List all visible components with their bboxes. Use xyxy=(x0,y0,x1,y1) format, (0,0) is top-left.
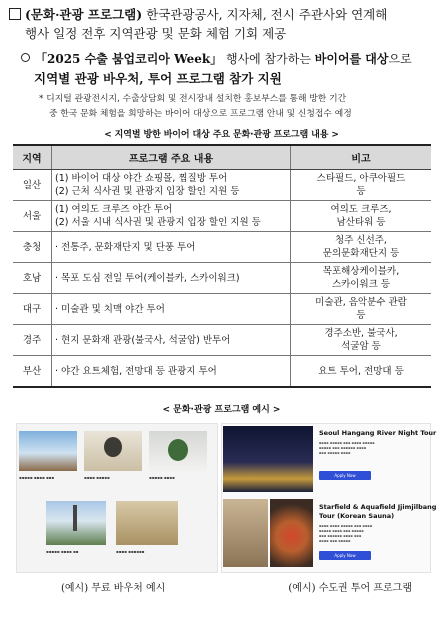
voucher-thumb-hanbok xyxy=(19,431,77,471)
table-caption: < 지역별 방한 바이어 대상 주요 문화·관광 프로그램 내용 > xyxy=(104,130,339,140)
jjimjilbang-photo xyxy=(223,499,268,567)
voucher-tiny-3: ▪▪▪▪▪ ▪▪▪▪ xyxy=(149,475,175,480)
content-line: (1) 여의도 크루즈 야간 투어 xyxy=(55,204,173,215)
note xyxy=(9,92,434,122)
voucher-tiny-1: ▪▪▪▪▪ ▪▪▪▪ ▪▪▪ xyxy=(19,475,55,480)
header-line-1 xyxy=(9,5,434,24)
remark-cell xyxy=(291,170,432,201)
remark-cell xyxy=(291,356,432,388)
remark-line: 미술관, 음악분수 관람 xyxy=(315,297,407,308)
remark-line: 여의도 크루즈, xyxy=(330,204,392,215)
voucher-example-image xyxy=(16,423,216,571)
note-line-1: * 디지털 관광전시지, 수출상담회 및 전시장내 설치한 홍보부스를 통해 방한 기간 xyxy=(39,94,347,104)
tour-program-image xyxy=(221,423,437,571)
content-line: · 전통주, 문화재단지 및 단풍 투어 xyxy=(55,241,196,253)
table-row xyxy=(13,356,431,388)
remark-line: 스타필드, 아쿠아필드 xyxy=(316,173,406,184)
header-line-1-rest: 한국관광공사, 지자체, 전시 주관사와 연계해 xyxy=(142,7,388,22)
remark-line: 등 xyxy=(356,310,366,321)
header-region: 지역 xyxy=(13,145,52,170)
program-table xyxy=(13,144,431,388)
bullet-event-name: 「2025 수출 붐업코리아 Week」 xyxy=(35,52,223,66)
voucher-tiny-2: ▪▪▪▪ ▪▪▪▪▪ xyxy=(84,475,110,480)
content-cell xyxy=(52,232,291,263)
content-cell xyxy=(52,263,291,294)
region-cell: 서울 xyxy=(13,201,52,232)
remark-line: 등 xyxy=(356,186,366,197)
region-cell: 일산 xyxy=(13,170,52,201)
content-line: · 야간 요트체험, 전망대 등 관광지 투어 xyxy=(55,365,217,377)
table-row xyxy=(13,263,431,294)
section-header xyxy=(9,5,434,43)
content-cell xyxy=(52,294,291,325)
content-line: (2) 서울 시내 식사권 및 관광지 입장 할인 지원 등 xyxy=(55,217,261,228)
voucher-thumb-sauna xyxy=(116,501,178,545)
voucher-thumb-tea-shape xyxy=(168,439,188,461)
remark-line: 석굴암 등 xyxy=(341,341,381,352)
voucher-thumb-tower xyxy=(73,505,77,531)
note-line-2: 중 한국 문화 체험을 희망하는 바이어 대상으로 프로그램 안내 및 신청접수 예정 xyxy=(49,109,352,119)
content-line: (1) 바이어 대상 야간 쇼핑몰, 찜질방 투어 xyxy=(55,173,228,184)
bibimbap-photo xyxy=(270,499,313,567)
remark-cell xyxy=(291,263,432,294)
circle-bullet-icon xyxy=(21,53,30,62)
content-line: (2) 근처 식사권 및 관광지 입장 할인 지원 등 xyxy=(55,186,240,197)
content-line: · 목포 도심 전일 투어(케이블카, 스카이워크) xyxy=(55,272,240,284)
content-line: · 현지 문화재 관광(불국사, 석굴암) 반투어 xyxy=(55,334,231,346)
header-line-2: 행사 일정 전후 지역관광 및 문화 체험 기회 제공 xyxy=(25,26,287,41)
example-gallery xyxy=(9,423,437,571)
apply-now-button-top[interactable]: Apply Now xyxy=(319,471,371,480)
tour-title-starfield-1: Starfield & Aquafield Jjimjilbang xyxy=(319,503,437,511)
remark-line: 요트 투어, 전망대 등 xyxy=(318,365,404,377)
remark-line: 목포해상케이블카, xyxy=(322,266,400,277)
region-cell: 경주 xyxy=(13,325,52,356)
bullet-text-a: 행사에 참가하는 xyxy=(222,52,315,66)
content-cell xyxy=(52,325,291,356)
bullet-line-2: 지역별 관광 바우처, 투어 프로그램 참가 지원 xyxy=(34,71,282,86)
remark-cell xyxy=(291,201,432,232)
bullet-target: 바이어를 대상 xyxy=(314,52,389,66)
remark-cell xyxy=(291,294,432,325)
table-row xyxy=(13,294,431,325)
table-row xyxy=(13,232,431,263)
remark-line: 문의문화재단지 등 xyxy=(322,248,400,259)
tour-title-night: Seoul Hangang River Night Tour xyxy=(319,429,437,437)
voucher-caption: (예시) 무료 바우처 예시 xyxy=(61,583,166,594)
region-cell: 충청 xyxy=(13,232,52,263)
checkbox-square-icon xyxy=(9,8,21,20)
remark-line: 스카이워크 등 xyxy=(331,279,391,290)
remark-line: 경주소반, 불국사, xyxy=(324,328,398,339)
remark-line: 청주 신선주, xyxy=(335,235,387,246)
remark-line: 남산타워 등 xyxy=(336,217,386,228)
table-header-row xyxy=(13,145,431,170)
remark-cell xyxy=(291,232,432,263)
tour-desc-night: ▪▪▪▪ ▪▪▪▪▪ ▪▪▪ ▪▪▪▪ ▪▪▪▪▪ ▪▪▪▪▪ ▪▪▪ ▪▪▪▪▪▪ ▪▪▪▪ ▪▪▪ ▪▪▪▪▪ ▪▪▪▪ xyxy=(319,441,375,455)
content-cell xyxy=(52,356,291,388)
tour-title-starfield-2: Tour (Korean Sauna) xyxy=(319,512,395,520)
tour-caption: (예시) 수도권 투어 프로그램 xyxy=(288,583,412,594)
content-cell xyxy=(52,170,291,201)
content-line: · 미술관 및 치맥 야간 투어 xyxy=(55,303,165,315)
gallery-captions xyxy=(9,579,434,594)
bullet-text-b: 으로 xyxy=(388,52,412,66)
table-row xyxy=(13,325,431,356)
remark-cell xyxy=(291,325,432,356)
region-cell: 호남 xyxy=(13,263,52,294)
content-cell xyxy=(52,201,291,232)
program-bullet xyxy=(9,49,434,89)
tour-desc-starfield: ▪▪▪▪ ▪▪▪▪ ▪▪▪▪▪ ▪▪▪ ▪▪▪▪ ▪▪▪▪▪ ▪▪▪▪ ▪▪▪ ▪▪▪▪▪ ▪▪▪ ▪▪▪▪▪▪ ▪▪▪▪ ▪▪▪ ▪▪▪▪ ▪▪▪ ▪▪▪▪▪ xyxy=(319,524,373,543)
region-cell: 대구 xyxy=(13,294,52,325)
header-remark: 비고 xyxy=(291,145,432,170)
voucher-tiny-4: ▪▪▪▪▪ ▪▪▪▪ ▪▪ xyxy=(46,549,79,554)
voucher-tiny-5: ▪▪▪▪ ▪▪▪▪▪▪ xyxy=(116,549,145,554)
voucher-thumb-cup-shape xyxy=(104,437,122,457)
bullet-line-1 xyxy=(9,49,434,69)
apply-now-button-bottom[interactable]: Apply Now xyxy=(319,551,371,560)
table-row xyxy=(13,201,431,232)
table-row xyxy=(13,170,431,201)
night-cruise-photo xyxy=(223,426,313,492)
header-content: 프로그램 주요 내용 xyxy=(52,145,291,170)
gallery-caption: < 문화·관광 프로그램 예시 > xyxy=(162,405,281,415)
header-bold: (문화·관광 프로그램) xyxy=(25,7,143,22)
region-cell: 부산 xyxy=(13,356,52,388)
